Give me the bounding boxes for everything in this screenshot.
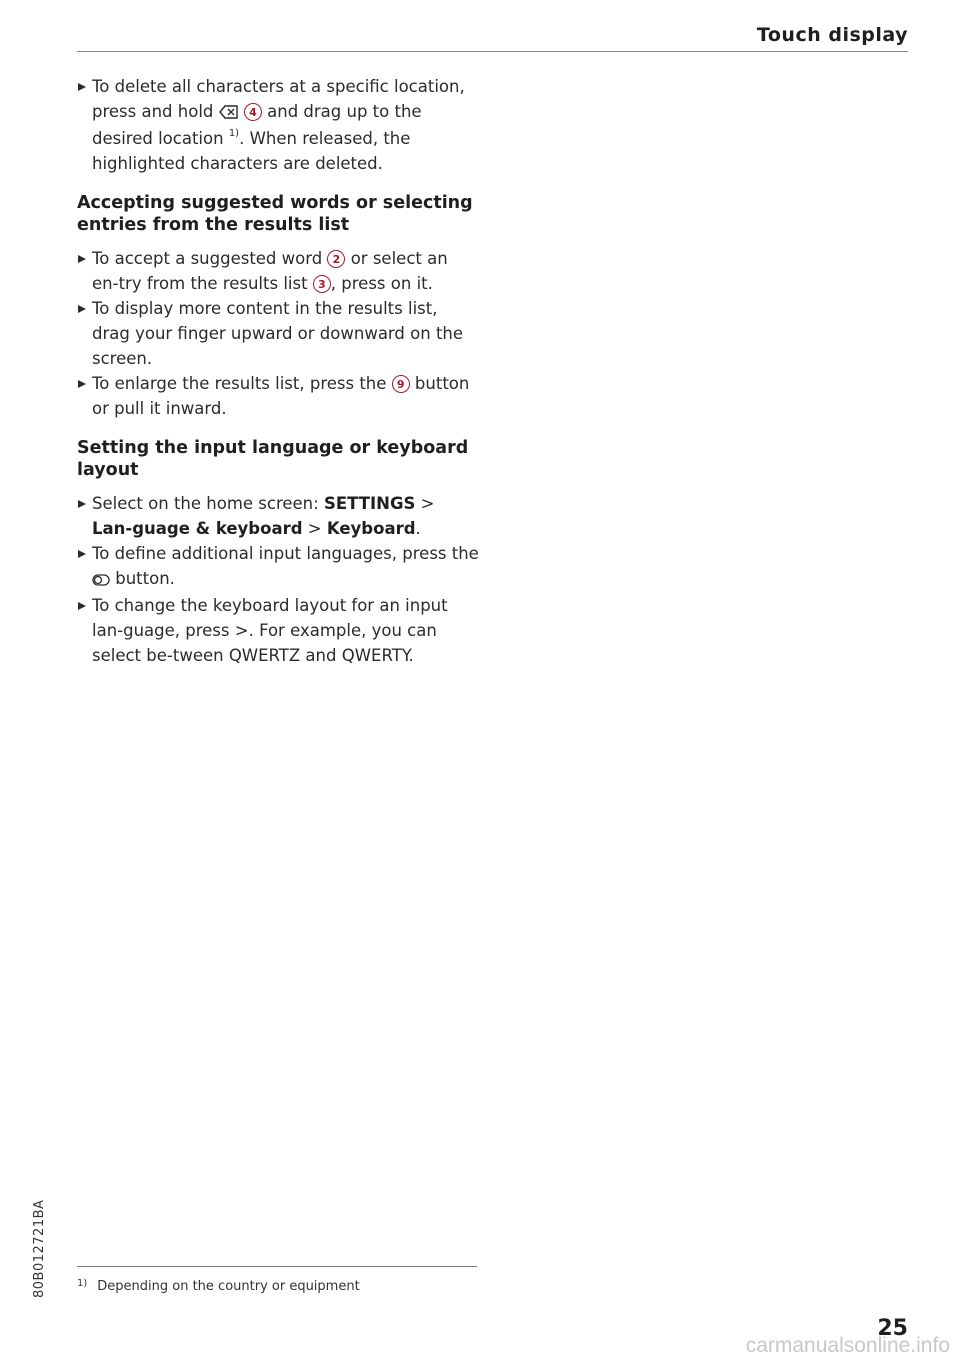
main-column bbox=[77, 74, 479, 668]
bullet-display-more: To display more content in the results list, drag your finger upward or downward on the screen. bbox=[77, 296, 479, 371]
toggle-icon bbox=[92, 568, 110, 593]
page-number: 25 bbox=[877, 1316, 908, 1341]
bullet-select-home: Select on the home screen: SETTINGS > Lan-guage & keyboard > Keyboard. bbox=[77, 491, 479, 541]
bullet-enlarge-list: To enlarge the results list, press the 9 button or pull it inward. bbox=[77, 371, 479, 421]
watermark: carmanualsonline.info bbox=[745, 1334, 950, 1357]
header-title: Touch display bbox=[756, 24, 908, 46]
footnote: $^{1)}$ Depending on the country or equipment bbox=[77, 1278, 360, 1294]
bullet-change-layout: To change the keyboard layout for an input lan-guage, press >. For example, you can select be-tween QWERTZ and QWERTY. bbox=[77, 593, 479, 668]
callout-3: 3 bbox=[313, 275, 331, 293]
callout-4: 4 bbox=[244, 103, 262, 121]
heading-accepting-suggestions: Accepting suggested words or selecting entries from the results list bbox=[77, 193, 473, 235]
bullet-define-languages: To define additional input languages, press the button. bbox=[77, 541, 479, 593]
heading-input-language: Setting the input language or keyboard layout bbox=[77, 438, 469, 480]
bullet-delete-characters: To delete all characters at a specific location, press and hold 4 and drag up to the desired location $^{1)}$. When released, the highlighted characters are deleted. bbox=[77, 74, 479, 176]
header-rule bbox=[77, 51, 908, 52]
bullet-accept-word: To accept a suggested word 2 or select an en-try from the results list 3 , press on it. bbox=[77, 246, 479, 296]
callout-2: 2 bbox=[327, 250, 345, 268]
backspace-icon bbox=[219, 101, 239, 126]
callout-9: 9 bbox=[392, 375, 410, 393]
document-code: 80B012721BA bbox=[32, 1199, 47, 1298]
footnote-ref: 1) bbox=[228, 128, 240, 139]
footnote-rule bbox=[77, 1266, 477, 1267]
